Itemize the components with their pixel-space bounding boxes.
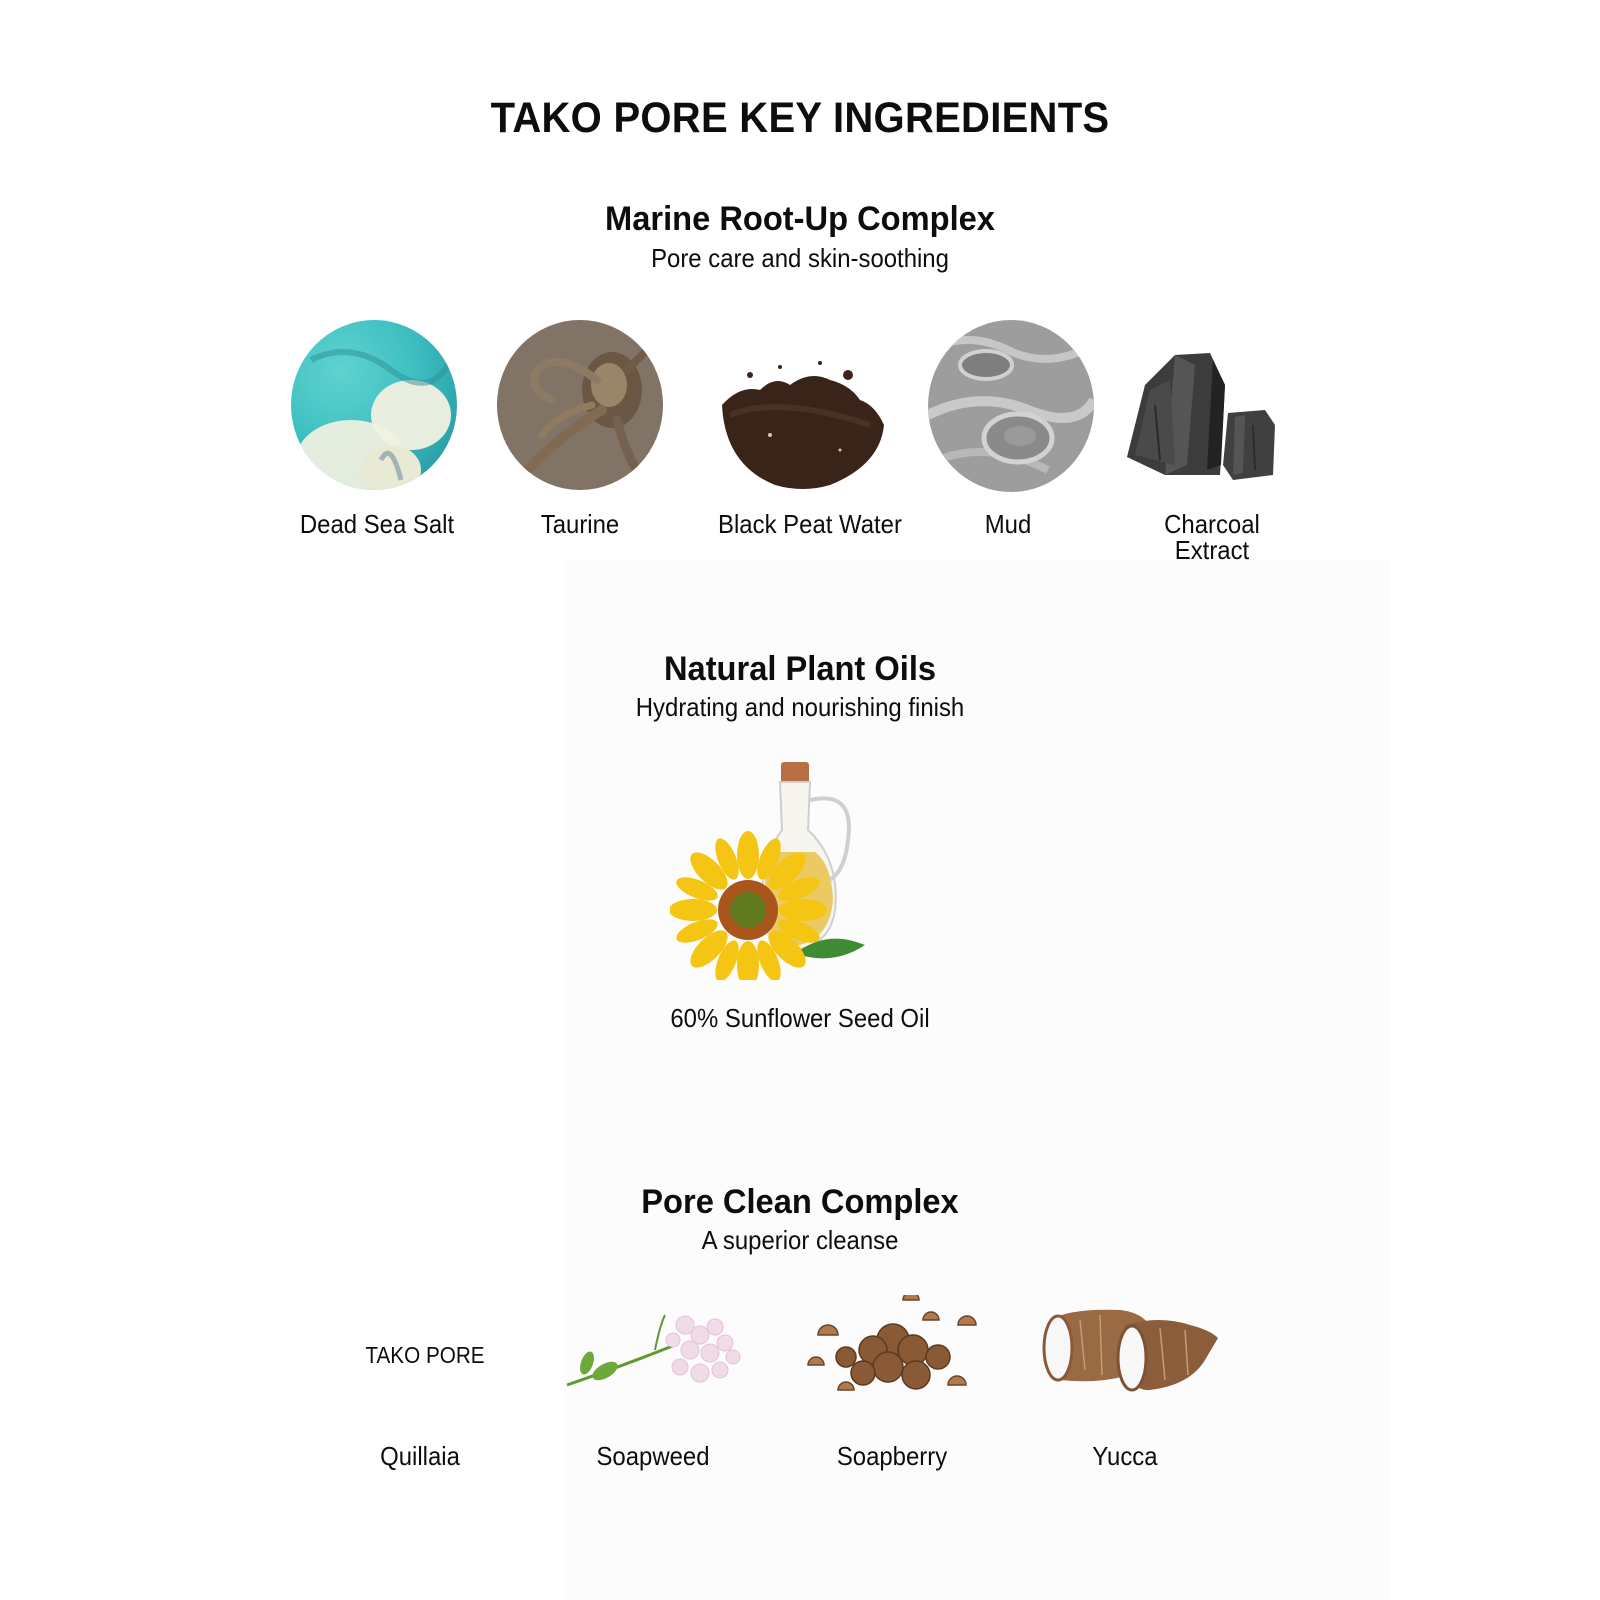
ingredient-label-dead-sea-salt: Dead Sea Salt — [299, 509, 455, 539]
mud-image — [928, 320, 1094, 492]
ingredient-label-yucca: Yucca — [1092, 1441, 1158, 1471]
section-title-plant-oils: Natural Plant Oils — [663, 650, 937, 688]
ingredient-label-mud: Mud — [984, 509, 1032, 539]
ingredient-label-charcoal-extract — [1120, 511, 1304, 563]
ingredient-label-charcoal-line1: Charcoal — [1164, 509, 1260, 539]
section-subtitle-pore-clean: A superior cleanse — [701, 1225, 899, 1255]
sunflower-oil-image — [670, 760, 870, 980]
octopus-image — [497, 320, 663, 490]
broken-image-alt-text: TAKO PORE — [365, 1342, 485, 1368]
peat-soil-image — [720, 355, 886, 490]
charcoal-image — [1125, 345, 1280, 485]
section-title-marine: Marine Root-Up Complex — [605, 200, 995, 238]
ingredient-label-soapberry: Soapberry — [836, 1441, 948, 1471]
yucca-root-image — [1040, 1300, 1220, 1395]
section-title-pore-clean: Pore Clean Complex — [641, 1183, 959, 1221]
page-title: TAKO PORE KEY INGREDIENTS — [490, 94, 1110, 142]
ingredient-label-soapweed: Soapweed — [596, 1441, 710, 1471]
section-subtitle-plant-oils: Hydrating and nourishing finish — [635, 692, 965, 722]
soapweed-flower-image — [565, 1305, 745, 1400]
soapberry-image — [798, 1295, 988, 1405]
ingredient-label-taurine: Taurine — [540, 509, 620, 539]
ingredient-label-black-peat-water: Black Peat Water — [718, 509, 902, 539]
ingredient-label-quillaia: Quillaia — [380, 1441, 460, 1471]
ingredient-label-sunflower-oil: 60% Sunflower Seed Oil — [670, 1003, 930, 1033]
dead-sea-salt-image — [291, 320, 457, 490]
section-subtitle-marine: Pore care and skin-soothing — [651, 243, 949, 273]
ingredient-label-charcoal-line2: Extract — [1174, 535, 1250, 565]
